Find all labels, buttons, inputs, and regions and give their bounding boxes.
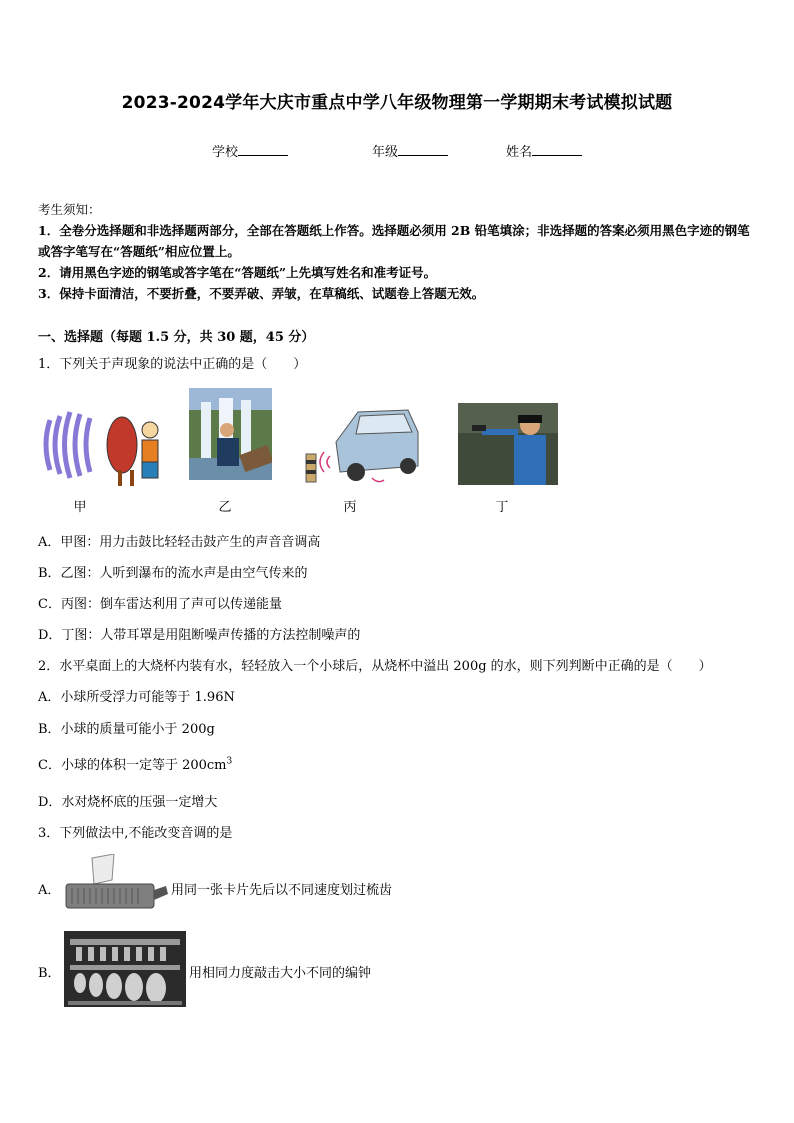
- section-heading: 一、选择题（每题 1.5 分，共 30 题，45 分）: [38, 330, 315, 345]
- q1-option-a: A．甲图：用力击鼓比轻轻击鼓产生的声音音调高: [38, 535, 321, 550]
- name-blank: [532, 143, 582, 156]
- school-label: 学校: [212, 145, 239, 160]
- q2-option-b: B．小球的质量可能小于 200g: [38, 722, 215, 737]
- q1-option-b: B．乙图：人听到瀑布的流水声是由空气传来的: [38, 566, 308, 581]
- q2-option-a: A．小球所受浮力可能等于 1.96N: [38, 690, 235, 705]
- question-1-stem: 1．下列关于声现象的说法中正确的是（ ）: [38, 357, 307, 372]
- caption-bing: 丙: [343, 500, 357, 515]
- notice-item-1: 1．全卷分选择题和非选择题两部分，全部在答题纸上作答。选择题必须用 2B 铅笔填涂；非选择题的答案必须用黑色字迹的钢笔或答字笔写在“答题纸”相应位置上。: [38, 223, 750, 259]
- q1-option-d: D．丁图：人带耳罩是用阻断噪声传播的方法控制噪声的: [38, 628, 361, 643]
- shooter-figure: [458, 403, 558, 485]
- name-field: [506, 141, 582, 160]
- caption-ding: 丁: [495, 500, 509, 515]
- waterfall-figure: [189, 388, 272, 480]
- caption-jia: 甲: [73, 500, 87, 515]
- grade-field: [372, 141, 448, 160]
- superscript-3: 3: [226, 756, 233, 767]
- school-field: [212, 141, 288, 160]
- question-3-stem: 3．下列做法中,不能改变音调的是: [38, 826, 233, 841]
- q3-option-b-label: B．: [38, 966, 61, 981]
- notice-heading: 考生须知：: [38, 202, 101, 217]
- q2-option-c-text: C．小球的体积一定等于 200cm: [38, 758, 227, 773]
- car-radar-figure: [300, 402, 422, 488]
- page-title: 2023-2024学年大庆市重点中学八年级物理第一学期期末考试模拟试题: [121, 93, 673, 113]
- drum-figure: [42, 400, 167, 488]
- question-2-stem: 2．水平桌面上的大烧杯内装有水，轻轻放入一个小球后，从烧杯中溢出 200g 的水，则下列判断中正确的是（ ）: [38, 659, 712, 674]
- q2-option-d: D．水对烧杯底的压强一定增大: [38, 795, 218, 810]
- name-label: 姓名: [506, 145, 533, 160]
- comb-card-figure: [62, 854, 170, 916]
- notice-item-3: 3．保持卡面清洁，不要折叠，不要弄破、弄皱，在草稿纸、试题卷上答题无效。: [38, 286, 485, 301]
- grade-blank: [398, 143, 448, 156]
- school-blank: [238, 143, 288, 156]
- q3-option-a-label: A．: [38, 883, 61, 898]
- q1-option-c: C．丙图：倒车雷达利用了声可以传递能量: [38, 597, 282, 612]
- grade-label: 年级: [372, 145, 399, 160]
- chime-bells-figure: [64, 931, 186, 1007]
- q3-option-a-text: 用同一张卡片先后以不同速度划过梳齿: [171, 883, 393, 898]
- q2-option-c: [38, 754, 232, 773]
- notice-item-2: 2．请用黑色字迹的钢笔或答字笔在“答题纸”上先填写姓名和准考证号。: [38, 265, 437, 280]
- q3-option-b-text: 用相同力度敲击大小不同的编钟: [189, 966, 372, 981]
- caption-yi: 乙: [218, 500, 232, 515]
